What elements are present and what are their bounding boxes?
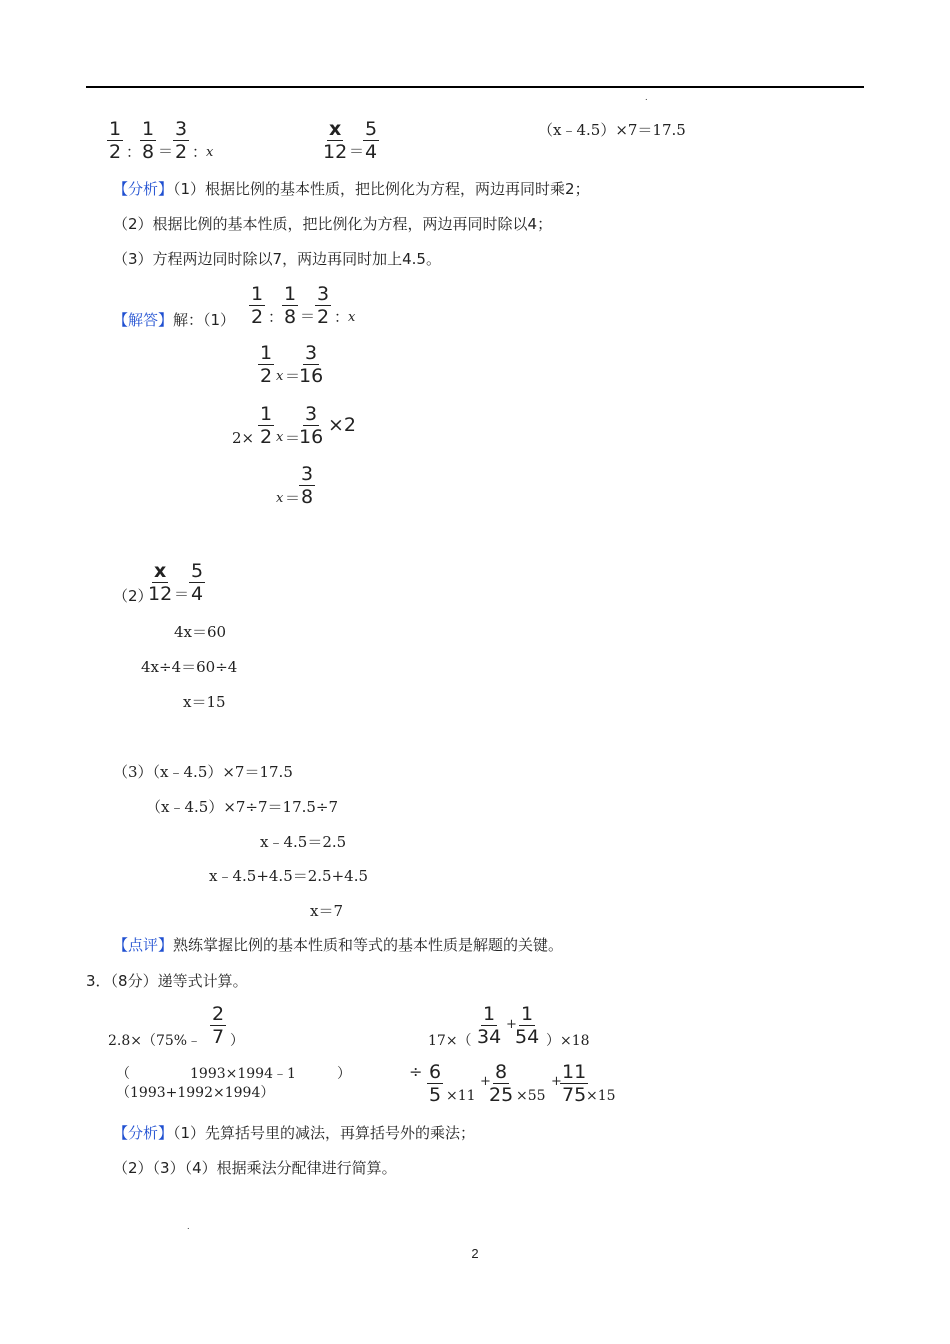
equation-line: 4x＝60 <box>174 623 227 641</box>
variable-x: x <box>276 430 284 445</box>
multiplier: 2× <box>232 429 255 447</box>
fraction: $\frac{1}{8}$ <box>142 118 155 163</box>
fraction: $\frac{2}{7}$ <box>212 1003 225 1048</box>
fraction: $\frac{x}{12}$ <box>323 118 348 163</box>
page-number: 2 <box>471 1246 479 1261</box>
equation-line: 4x÷4＝60÷4 <box>141 658 238 676</box>
expression-text: ×11 <box>446 1088 476 1104</box>
equation-line: x﹣4.5＝2.5 <box>260 833 347 851</box>
colon: ： <box>126 143 142 161</box>
solution-label: 解：（1） <box>173 311 236 329</box>
equation-line: （x﹣4.5）×7÷7＝17.5÷7 <box>146 798 339 816</box>
variable-x: x <box>206 145 214 160</box>
comment-block <box>113 934 563 955</box>
fraction: $\frac{1}{2}$ <box>251 283 264 328</box>
comment-text: 熟练掌握比例的基本性质和等式的基本性质是解题的关键。 <box>173 936 564 954</box>
equation-line: x﹣4.5+4.5＝2.5+4.5 <box>209 867 369 885</box>
expression-text: （1993+1992×1994） <box>116 1085 275 1101</box>
fraction: $\frac{3}{2}$ <box>175 118 188 163</box>
equals-sign: ＝ <box>158 142 174 160</box>
divide-sign: ÷ <box>409 1062 423 1081</box>
question-title: 3．（8分）递等式计算。 <box>86 972 248 990</box>
variable-x: x <box>276 491 284 506</box>
fraction: $\frac{3}{8}$ <box>301 463 314 508</box>
header-rule <box>86 86 864 88</box>
solution-tag: 【解答】 <box>113 311 174 329</box>
expression-text: ×55 <box>516 1088 546 1104</box>
fraction: $\frac{3}{2}$ <box>317 283 330 328</box>
expression-text: 1993×1994﹣1 <box>190 1066 296 1082</box>
fraction: $\frac{1}{54}$ <box>515 1003 540 1048</box>
equation-3: （x﹣4.5）×7＝17.5 <box>538 121 686 139</box>
fraction: $\frac{5}{4}$ <box>191 560 204 605</box>
analysis-block <box>113 1122 475 1143</box>
equation-line: x＝7 <box>310 902 344 920</box>
analysis-tag: 【分析】 <box>113 1124 174 1142</box>
expression-text: 17×（ <box>428 1033 472 1049</box>
analysis-block <box>113 178 590 199</box>
fraction: $\frac{3}{16}$ <box>299 403 324 448</box>
equals-sign: ＝ <box>285 367 301 385</box>
fraction: $\frac{x}{12}$ <box>148 560 173 605</box>
analysis-line: （2）根据比例的基本性质，把比例化为方程，两边再同时除以4； <box>113 215 553 233</box>
plus-sign: + <box>551 1074 562 1089</box>
fraction: $\frac{8}{25}$ <box>489 1061 514 1106</box>
equals-sign: ＝ <box>349 142 365 160</box>
equals-sign: ＝ <box>174 585 190 603</box>
fraction: $\frac{1}{2}$ <box>109 118 122 163</box>
equation-line: （3）（x﹣4.5）×7＝17.5 <box>113 763 293 781</box>
analysis-line: （1）根据比例的基本性质，把比例化为方程，两边再同时乘2； <box>173 180 590 198</box>
expression-text: 2.8×（75%﹣ <box>108 1033 202 1049</box>
colon: ： <box>192 143 208 161</box>
footer-dot: . <box>187 1222 190 1231</box>
fraction: $\frac{6}{5}$ <box>429 1061 442 1106</box>
comment-tag: 【点评】 <box>113 936 174 954</box>
colon: ： <box>268 308 284 326</box>
fraction: $\frac{1}{2}$ <box>260 403 273 448</box>
variable-x: x <box>276 369 284 384</box>
analysis-line: （3）方程两边同时除以7，两边再同时加上4.5。 <box>113 250 441 268</box>
fraction: $\frac{5}{4}$ <box>365 118 378 163</box>
fraction: $\frac{1}{34}$ <box>477 1003 502 1048</box>
part-label: （2） <box>113 587 153 605</box>
fraction: $\frac{1}{2}$ <box>260 342 273 387</box>
expression-text: ×15 <box>586 1088 616 1104</box>
equation-line: x＝15 <box>183 693 226 711</box>
expression-text: （ <box>116 1066 130 1082</box>
plus-sign: + <box>480 1074 491 1089</box>
header-dot: . <box>645 93 648 102</box>
fraction: $\frac{3}{16}$ <box>299 342 324 387</box>
multiplier: ×2 <box>328 414 357 436</box>
expression-text: ）×18 <box>546 1033 590 1049</box>
colon: ： <box>334 308 350 326</box>
expression-text: ） <box>337 1066 351 1082</box>
equals-sign: ＝ <box>285 489 301 507</box>
fraction: $\frac{1}{8}$ <box>284 283 297 328</box>
analysis-line: （2）（3）（4）根据乘法分配律进行简算。 <box>113 1159 397 1177</box>
analysis-tag: 【分析】 <box>113 180 174 198</box>
plus-sign: + <box>506 1017 517 1032</box>
variable-x: x <box>348 310 356 325</box>
analysis-line: （1）先算括号里的减法，再算括号外的乘法； <box>173 1124 476 1142</box>
fraction: $\frac{11}{75}$ <box>562 1061 587 1106</box>
expression-text: ） <box>230 1033 244 1049</box>
equals-sign: ＝ <box>300 307 316 325</box>
solution-intro <box>113 309 235 330</box>
equals-sign: ＝ <box>285 429 301 447</box>
